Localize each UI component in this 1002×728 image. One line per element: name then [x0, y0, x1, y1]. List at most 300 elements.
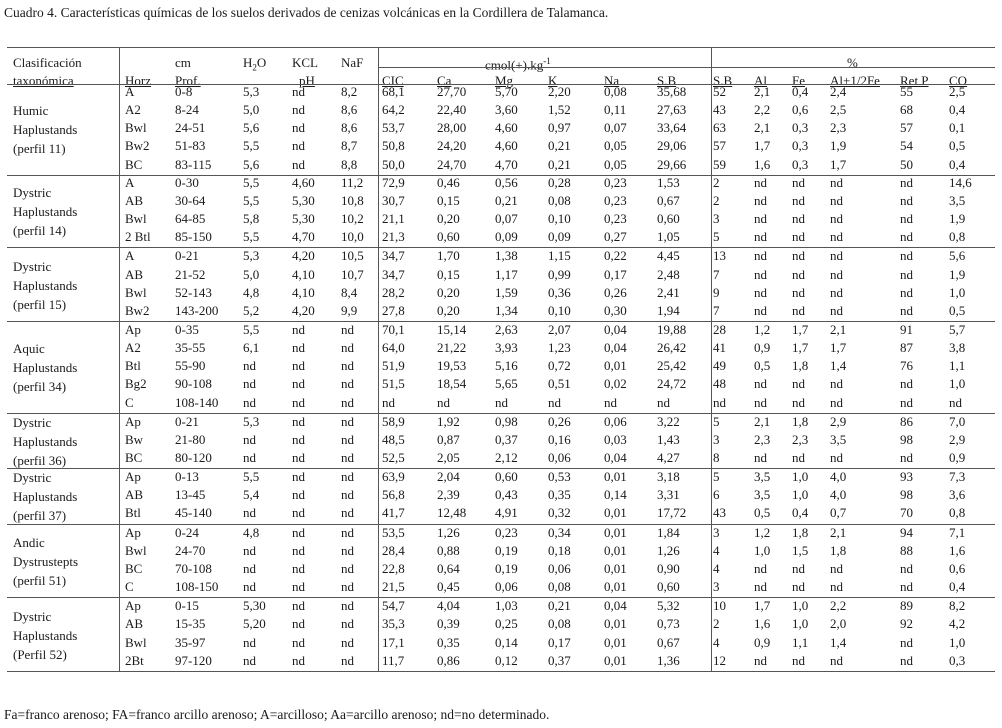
header-cmol — [485, 53, 551, 73]
table-cell: nd — [243, 579, 256, 595]
table-cell: 30-64 — [175, 192, 206, 208]
table-cell: nd — [657, 394, 670, 410]
table-cell: Bwl — [125, 120, 147, 136]
group-name-line: (perfil 15) — [13, 296, 67, 312]
table-cell: 1,8 — [830, 542, 847, 558]
table-cell: nd — [292, 120, 305, 136]
table-cell: 0,30 — [604, 302, 627, 318]
table-cell: 4,10 — [292, 266, 315, 282]
group-name-line: Haplustands — [13, 433, 78, 449]
table-cell: 0,46 — [437, 174, 460, 190]
table-cell: nd — [341, 450, 354, 465]
table-cell: 13 — [713, 248, 726, 264]
table-cell: 1,9 — [949, 266, 966, 282]
table-cell: 5 — [713, 413, 720, 429]
table-cell: nd — [341, 560, 354, 576]
table-cell: 10,0 — [341, 229, 364, 245]
table-cell: nd — [754, 248, 767, 264]
table-cell: 70,1 — [382, 321, 405, 337]
table-cell: 1,7 — [830, 340, 847, 356]
table-cell: 0,98 — [495, 413, 518, 429]
table-cell: 0,04 — [604, 598, 627, 614]
table-cell: 2 — [713, 192, 720, 208]
table-cell: 0,67 — [657, 192, 680, 208]
table-cell: 5 — [713, 229, 720, 245]
table-cell: A — [125, 84, 135, 99]
table-cell: 4,70 — [495, 156, 518, 172]
table-cell: 0,28 — [548, 174, 571, 190]
table-cell: Bwl — [125, 634, 147, 650]
table-cell: 1,0 — [792, 469, 809, 485]
table-cell: nd — [243, 376, 256, 392]
table-cell: Bwl — [125, 542, 147, 558]
table-cell: 2,05 — [437, 450, 460, 465]
table-cell: 0,43 — [495, 487, 518, 503]
table-cell: 108-150 — [175, 579, 219, 595]
table-cell: 0,04 — [604, 340, 627, 356]
header-h2o-h: H — [243, 55, 253, 70]
table-cell: 2,3 — [754, 431, 771, 447]
table-cell: nd — [604, 394, 617, 410]
table-cell: 3,18 — [657, 469, 680, 485]
table-cell: 85-150 — [175, 229, 212, 245]
table-cell: 0,12 — [495, 652, 518, 668]
table-cell: nd — [341, 469, 354, 485]
table-cell: nd — [830, 302, 843, 318]
group-name-line: Dystric — [13, 470, 52, 486]
table-cell: nd — [900, 302, 913, 318]
table-cell: nd — [243, 450, 256, 465]
table-cell: 94 — [900, 524, 913, 540]
table-cell: 5,32 — [657, 598, 680, 614]
table-cell: 3,60 — [495, 102, 518, 118]
table-cell: 0,9 — [754, 634, 771, 650]
table-cell: 55-90 — [175, 358, 206, 374]
table-cell: 3,8 — [949, 340, 966, 356]
table-cell: 0,26 — [548, 413, 571, 429]
table-cell: 1,26 — [437, 524, 460, 540]
table-cell: nd — [754, 174, 767, 190]
table-cell: 0,21 — [548, 156, 571, 172]
table-cell: 0,11 — [604, 102, 627, 118]
group-name-line: (perfil 51) — [13, 572, 67, 588]
table-cell: 0-30 — [175, 174, 199, 190]
table-cell: 0,3 — [792, 138, 809, 154]
table-cell: nd — [292, 560, 305, 576]
table-cell: 0-24 — [175, 524, 199, 540]
table-cell: 48 — [713, 376, 726, 392]
table-cell: 0,87 — [437, 431, 460, 447]
table-cell: AB — [125, 266, 144, 282]
table-cell: Ap — [125, 524, 141, 540]
table-cell: 0,39 — [437, 616, 460, 632]
rule-line — [7, 321, 995, 322]
table-cell: nd — [341, 616, 354, 632]
table-cell: nd — [754, 266, 767, 282]
table-cell: nd — [830, 211, 843, 227]
table-cell: 93 — [900, 469, 913, 485]
table-cell: 5,5 — [243, 229, 260, 245]
table-cell: 50 — [900, 156, 913, 172]
table-cell: 24-70 — [175, 542, 206, 558]
table-cell: nd — [292, 431, 305, 447]
group-name-line: Dystric — [13, 185, 52, 201]
table-cell: 17,72 — [657, 505, 687, 521]
table-cell: 29,66 — [657, 156, 687, 172]
rule-line — [7, 84, 995, 85]
table-cell: 21-52 — [175, 266, 206, 282]
table-cell: 143-200 — [175, 302, 219, 318]
header-kcl: KCL — [292, 55, 318, 70]
table-cell: 1,36 — [657, 652, 680, 668]
table-cell: nd — [341, 358, 354, 374]
table-cell: nd — [830, 394, 843, 410]
table-cell: 0,09 — [495, 229, 518, 245]
table-cell: nd — [292, 542, 305, 558]
table-cell: 76 — [900, 358, 913, 374]
table-cell: 0,01 — [604, 634, 627, 650]
rule-line — [7, 468, 995, 469]
table-cell: Ap — [125, 413, 141, 429]
table-cell: 0,4 — [949, 579, 966, 595]
table-cell: 68 — [900, 102, 913, 118]
table-cell: Bwl — [125, 211, 147, 227]
table-cell: nd — [830, 579, 843, 595]
table-cell: nd — [495, 394, 508, 410]
table-cell: nd — [830, 376, 843, 392]
table-cell: 0,4 — [949, 156, 966, 172]
table-cell: nd — [830, 652, 843, 668]
table-cell: 0,17 — [548, 634, 571, 650]
table-cell: nd — [754, 394, 767, 410]
table-cell: 4,8 — [243, 284, 260, 300]
table-cell: 5,5 — [243, 321, 260, 337]
table-cell: 2,3 — [830, 120, 847, 136]
table-cell: 35,68 — [657, 84, 687, 99]
table-cell: 87 — [900, 340, 913, 356]
table-cell: 45-140 — [175, 505, 212, 521]
table-cell: 0,27 — [604, 229, 627, 245]
table-cell: 0,5 — [949, 302, 966, 318]
table-cell: 8,8 — [341, 156, 358, 172]
rule-line — [7, 47, 995, 48]
table-cell: 10,7 — [341, 266, 364, 282]
table-cell: nd — [292, 376, 305, 392]
table-cell: 5,5 — [243, 138, 260, 154]
table-cell: nd — [292, 102, 305, 118]
table-cell: nd — [900, 284, 913, 300]
group-name-line: Haplustands — [13, 277, 78, 293]
table-cell: 1,94 — [657, 302, 680, 318]
table-cell: nd — [292, 634, 305, 650]
table-cell: 4,20 — [292, 302, 315, 318]
table-cell: 24-51 — [175, 120, 206, 136]
table-cell: 48,5 — [382, 431, 405, 447]
table-cell: 0,86 — [437, 652, 460, 668]
table-cell: AB — [125, 616, 144, 632]
table-cell: nd — [292, 652, 305, 668]
table-cell: 5,8 — [243, 211, 260, 227]
header-prof: Prof. — [175, 73, 201, 88]
table-cell: 3,5 — [830, 431, 847, 447]
header-k-3: K — [548, 73, 558, 88]
table-cell: nd — [292, 394, 305, 410]
table-cell: 0,36 — [548, 284, 571, 300]
table-cell: 0-8 — [175, 84, 193, 99]
table-cell: 1,38 — [495, 248, 518, 264]
table-cell: 0,8 — [949, 505, 966, 521]
table-cell: 0,08 — [548, 579, 571, 595]
table-cell: Bw — [125, 431, 144, 447]
table-cell: Ap — [125, 321, 141, 337]
table-cell: 3 — [713, 431, 720, 447]
table-cell: 2,3 — [792, 431, 809, 447]
table-cell: nd — [292, 413, 305, 429]
table-cell: 0,06 — [548, 450, 571, 465]
table-cell: 21,3 — [382, 229, 405, 245]
table-cell: 68,1 — [382, 84, 405, 99]
table-cell: nd — [341, 505, 354, 521]
table-cell: 63 — [713, 120, 726, 136]
table-cell: Bw2 — [125, 138, 150, 154]
table-cell: nd — [792, 211, 805, 227]
table-cell: nd — [292, 358, 305, 374]
table-cell: 1,53 — [657, 174, 680, 190]
table-cell: 0,23 — [604, 211, 627, 227]
table-cell: 0,32 — [548, 505, 571, 521]
table-cell: 22,8 — [382, 560, 405, 576]
table-cell: 0,01 — [604, 469, 627, 485]
table-cell: 1,0 — [949, 284, 966, 300]
table-cell: 24,20 — [437, 138, 467, 154]
table-cell: 5,4 — [243, 487, 260, 503]
table-cell: 9 — [713, 284, 720, 300]
header-h2o-o: O — [256, 55, 267, 70]
table-cell: 43 — [713, 505, 726, 521]
group-name-line: Dystric — [13, 608, 52, 624]
table-cell: nd — [243, 560, 256, 576]
table-cell: 0,56 — [495, 174, 518, 190]
header-al-7: Al — [754, 73, 767, 88]
table-cell: nd — [900, 450, 913, 465]
table-cell: 0,8 — [949, 229, 966, 245]
table-cell: 0,72 — [548, 358, 571, 374]
header-h2o — [243, 54, 266, 77]
header-h2o-sub: 2 — [252, 62, 257, 73]
table-cell: 0,04 — [604, 450, 627, 465]
table-cell: 5,5 — [243, 174, 260, 190]
table-cell: 1,0 — [949, 376, 966, 392]
table-cell: 8,4 — [341, 284, 358, 300]
table-cell: nd — [830, 450, 843, 465]
table-cell: 0,60 — [495, 469, 518, 485]
table-cell: 0,4 — [949, 102, 966, 118]
table-cell: nd — [792, 652, 805, 668]
table-cell: 7,0 — [949, 413, 966, 429]
group-name-line: (perfil 34) — [13, 379, 67, 395]
table-cell: nd — [900, 652, 913, 668]
table-cell: 98 — [900, 487, 913, 503]
header-s-b-6: S.B — [713, 73, 733, 88]
table-cell: 18,54 — [437, 376, 467, 392]
table-cell: nd — [792, 192, 805, 208]
rule-line — [7, 247, 995, 248]
table-cell: 3,31 — [657, 487, 680, 503]
table-cell: 3 — [713, 524, 720, 540]
table-cell: 5 — [713, 469, 720, 485]
table-cell: 1,7 — [792, 340, 809, 356]
table-cell: 1,8 — [792, 358, 809, 374]
table-cell: nd — [900, 376, 913, 392]
table-cell: 0,3 — [792, 120, 809, 136]
table-cell: 0,18 — [548, 542, 571, 558]
table-cell: 10,8 — [341, 192, 364, 208]
table-cell: 17,1 — [382, 634, 405, 650]
table-cell: nd — [792, 302, 805, 318]
table-cell: 21-80 — [175, 431, 206, 447]
table-cell: 0,35 — [548, 487, 571, 503]
table-cell: nd — [292, 340, 305, 356]
table-cell: 0-21 — [175, 413, 199, 429]
table-cell: 43 — [713, 102, 726, 118]
table-cell: nd — [792, 579, 805, 595]
table-cell: 5,6 — [243, 120, 260, 136]
table-cell: nd — [341, 634, 354, 650]
table-cell: 1,23 — [548, 340, 571, 356]
table-cell: 0,07 — [604, 120, 627, 136]
group-name-line: (perfil 36) — [13, 452, 67, 468]
table-cell: 3,22 — [657, 413, 680, 429]
table-cell: 1,0 — [792, 616, 809, 632]
table-cell: 5,30 — [243, 598, 266, 614]
rule-line — [7, 671, 995, 672]
table-cell: 7,1 — [949, 524, 966, 540]
table-cell: 55 — [900, 84, 913, 99]
table-cell: 0,73 — [657, 616, 680, 632]
table-cell: 0,01 — [604, 524, 627, 540]
table-cell: 108-140 — [175, 394, 219, 410]
table-cell: 4 — [713, 560, 720, 576]
table-cell: 4,91 — [495, 505, 518, 521]
table-cell: Btl — [125, 358, 141, 374]
table-cell: 0,90 — [657, 560, 680, 576]
table-cell: 2 Btl — [125, 229, 151, 245]
table-cell: 0,01 — [604, 652, 627, 668]
table-cell: 4,27 — [657, 450, 680, 465]
table-cell: 41,7 — [382, 505, 405, 521]
table-cell: 27,63 — [657, 102, 687, 118]
table-cell: 1,7 — [830, 156, 847, 172]
table-cell: 4,20 — [292, 248, 315, 264]
group-name-line: Andic — [13, 534, 45, 550]
table-cell: 5,30 — [292, 211, 315, 227]
table-cell: 50,0 — [382, 156, 405, 172]
table-cell: 0,35 — [437, 634, 460, 650]
table-cell: 5,3 — [243, 248, 260, 264]
header-co-11: CO — [949, 73, 968, 88]
table-cell: 56,8 — [382, 487, 405, 503]
table-cell: Bwl — [125, 284, 147, 300]
table-cell: 70-108 — [175, 560, 212, 576]
group-name-line: Haplustands — [13, 122, 78, 138]
table-cell: 0,4 — [792, 505, 809, 521]
table-cell: 0,23 — [604, 174, 627, 190]
table-cell: 0,37 — [495, 431, 518, 447]
table-cell: nd — [754, 450, 767, 465]
table-cell: 53,7 — [382, 120, 405, 136]
table-cell: 4 — [713, 542, 720, 558]
table-cell: 12,48 — [437, 505, 467, 521]
footnote: Fa=franco arenoso; FA=franco arcillo arenoso; A=arcilloso; Aa=arcillo arenoso; nd=no determinado. — [4, 707, 550, 722]
table-cell: BC — [125, 156, 143, 172]
table-cell: 0,4 — [792, 84, 809, 99]
table-cell: 0,14 — [604, 487, 627, 503]
table-cell: 0,06 — [548, 560, 571, 576]
table-cell: 63,9 — [382, 469, 405, 485]
table-cell: nd — [830, 229, 843, 245]
table-cell: nd — [754, 284, 767, 300]
table-cell: 21,5 — [382, 579, 405, 595]
table-cell: nd — [754, 302, 767, 318]
table-cell: 0,51 — [548, 376, 571, 392]
table-cell: Bg2 — [125, 376, 147, 392]
table-cell: 19,53 — [437, 358, 467, 374]
table-cell: 0,15 — [437, 266, 460, 282]
group-name-line: Humic — [13, 103, 49, 119]
table-cell: 58,9 — [382, 413, 405, 429]
column-divider — [119, 47, 120, 671]
table-cell: 0-21 — [175, 248, 199, 264]
table-cell: nd — [341, 598, 354, 614]
table-cell: nd — [292, 84, 305, 99]
table-cell: 15,14 — [437, 321, 467, 337]
table-cell: nd — [830, 248, 843, 264]
header-mg-2: Mg — [495, 73, 514, 88]
table-cell: 0,08 — [548, 192, 571, 208]
rule-line — [711, 67, 995, 68]
table-cell: Ap — [125, 598, 141, 614]
table-cell: nd — [713, 394, 726, 410]
table-cell: 24,72 — [657, 376, 687, 392]
table-cell: 12 — [713, 652, 726, 668]
table-cell: 0,17 — [604, 266, 627, 282]
table-cell: 90-108 — [175, 376, 212, 392]
table-cell: 5,70 — [495, 84, 518, 99]
table-cell: 0,21 — [548, 598, 571, 614]
table-cell: 0,10 — [548, 302, 571, 318]
table-cell: nd — [292, 321, 305, 337]
table-cell: nd — [292, 598, 305, 614]
table-cell: nd — [900, 174, 913, 190]
table-cell: 0,5 — [754, 358, 771, 374]
table-cell: nd — [900, 266, 913, 282]
table-cell: 0,01 — [604, 579, 627, 595]
table-cell: 4,0 — [830, 487, 847, 503]
table-cell: 98 — [900, 431, 913, 447]
table-cell: 80-120 — [175, 450, 212, 465]
header-cmol-text: cmol(+).kg — [485, 57, 544, 73]
table-cell: nd — [341, 542, 354, 558]
table-cell: BC — [125, 560, 143, 576]
table-cell: 2,04 — [437, 469, 460, 485]
table-cell: 5,3 — [243, 84, 260, 99]
table-cell: nd — [341, 579, 354, 595]
table-cell: 2,07 — [548, 321, 571, 337]
table-cell: 64,2 — [382, 102, 405, 118]
table-cell: 7 — [713, 266, 720, 282]
group-name-line: Haplustands — [13, 360, 78, 376]
table-cell: 4,60 — [495, 138, 518, 154]
